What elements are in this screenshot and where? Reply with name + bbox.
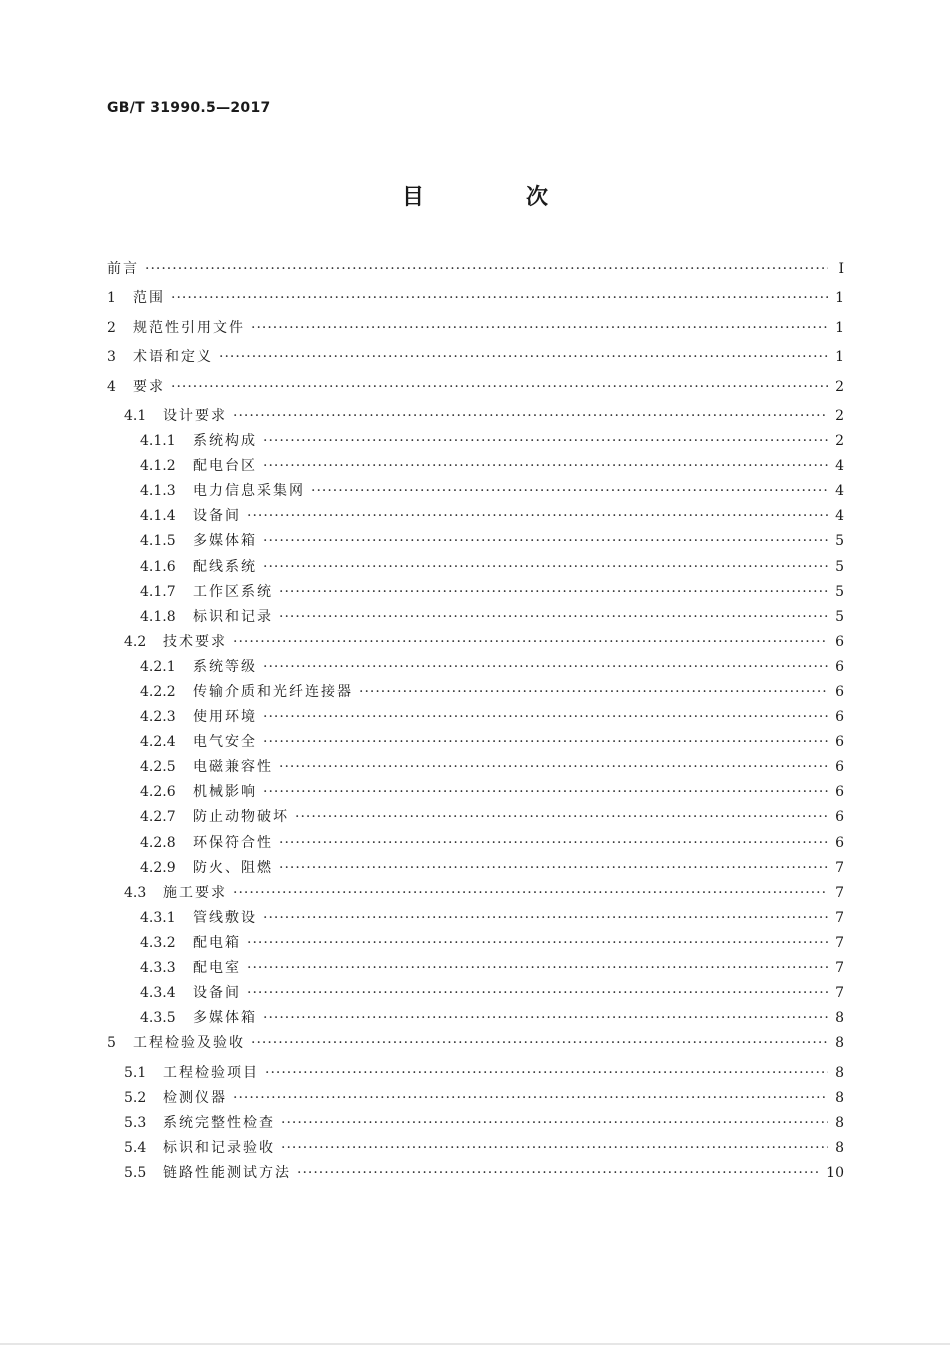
dot-leader bbox=[279, 584, 828, 600]
toc-entry-number: 3 bbox=[107, 349, 116, 366]
toc-entry-number: 4.1.5 bbox=[140, 533, 176, 550]
dot-leader bbox=[247, 960, 828, 976]
toc-entry-number: 4.3.4 bbox=[140, 985, 176, 1002]
standard-code: GB/T 31990.5—2017 bbox=[107, 100, 271, 116]
toc-entry-label: 环保符合性 bbox=[193, 834, 273, 851]
toc-entry[interactable] bbox=[107, 932, 844, 957]
toc-entry-label: 防止动物破坏 bbox=[193, 809, 289, 826]
toc-entry-number: 1 bbox=[107, 290, 116, 307]
toc-entry-number: 4.3.3 bbox=[140, 960, 176, 977]
toc-entry-label: 前言 bbox=[107, 261, 139, 277]
toc-entry-page: Ⅰ bbox=[838, 261, 844, 277]
dot-leader bbox=[263, 734, 828, 750]
toc-entry-number: 2 bbox=[107, 319, 116, 336]
toc-entry-number: 4.2.3 bbox=[140, 709, 176, 726]
toc-entry[interactable] bbox=[107, 1032, 844, 1061]
toc-entry-page: 2 bbox=[835, 407, 844, 424]
dot-leader bbox=[145, 261, 828, 277]
toc-entry[interactable] bbox=[107, 1087, 844, 1112]
toc-entry-label: 系统构成 bbox=[193, 433, 257, 450]
dot-leader bbox=[359, 684, 828, 700]
toc-entry-page: 8 bbox=[835, 1035, 844, 1052]
toc-entry-number: 4.2 bbox=[124, 633, 147, 650]
dot-leader bbox=[233, 634, 828, 650]
dot-leader bbox=[263, 1010, 828, 1026]
toc-entry-label: 电力信息采集网 bbox=[193, 483, 305, 500]
toc-entry-number: 4.1 bbox=[124, 407, 147, 424]
toc-entry-page: 2 bbox=[835, 378, 844, 395]
dot-leader bbox=[263, 784, 828, 800]
toc-entry[interactable] bbox=[107, 882, 844, 907]
toc-entry-label: 系统完整性检查 bbox=[163, 1114, 275, 1131]
dot-leader bbox=[219, 349, 828, 365]
dot-leader bbox=[281, 1140, 828, 1156]
toc-entry-page: 7 bbox=[835, 909, 844, 926]
dot-leader bbox=[171, 290, 828, 306]
toc-entry-page: 8 bbox=[835, 1114, 844, 1131]
toc-entry-number: 5.2 bbox=[124, 1089, 147, 1106]
dot-leader bbox=[233, 408, 828, 424]
toc-entry[interactable] bbox=[107, 907, 844, 932]
dot-leader bbox=[263, 458, 828, 474]
toc-entry-label: 传输介质和光纤连接器 bbox=[193, 683, 353, 700]
toc-entry-label: 工程检验及验收 bbox=[133, 1035, 245, 1052]
toc-entry-label: 施工要求 bbox=[163, 884, 227, 901]
toc-entry-number: 4.3.2 bbox=[140, 934, 176, 951]
toc-entry-number: 5 bbox=[107, 1035, 116, 1052]
toc-entry-number: 4.2.7 bbox=[140, 809, 176, 826]
toc-entry[interactable] bbox=[107, 1112, 844, 1137]
dot-leader bbox=[263, 533, 828, 549]
toc-entry-page: 6 bbox=[835, 784, 844, 801]
toc-entry[interactable] bbox=[107, 480, 844, 505]
toc-entry-page: 6 bbox=[835, 709, 844, 726]
toc-entry-page: 6 bbox=[835, 809, 844, 826]
toc-entry-page: 7 bbox=[835, 985, 844, 1002]
dot-leader bbox=[279, 609, 828, 625]
toc-entry-page: 7 bbox=[835, 884, 844, 901]
toc-entry-number: 4.3 bbox=[124, 884, 147, 901]
dot-leader bbox=[171, 379, 828, 395]
page-title: 目 次 bbox=[401, 185, 588, 210]
dot-leader bbox=[251, 1035, 828, 1051]
toc-entry[interactable] bbox=[107, 1162, 844, 1187]
toc-entry-label: 防火、阻燃 bbox=[193, 859, 273, 876]
toc-entry-label: 术语和定义 bbox=[133, 349, 213, 366]
toc-entry[interactable] bbox=[107, 530, 844, 555]
toc-entry-number: 4.2.9 bbox=[140, 859, 176, 876]
toc-entry-label: 配线系统 bbox=[193, 558, 257, 575]
toc-entry[interactable] bbox=[107, 832, 844, 857]
toc-entry-label: 配电台区 bbox=[193, 458, 257, 475]
toc-entry-number: 5.5 bbox=[124, 1165, 147, 1182]
toc-entry[interactable] bbox=[107, 1137, 844, 1162]
toc-entry-page: 8 bbox=[835, 1064, 844, 1081]
toc-entry-label: 标识和记录验收 bbox=[163, 1139, 275, 1156]
toc-entry[interactable] bbox=[107, 455, 844, 480]
dot-leader bbox=[295, 809, 828, 825]
toc-entry-page: 4 bbox=[835, 508, 844, 525]
dot-leader bbox=[263, 659, 828, 675]
toc-entry-label: 工作区系统 bbox=[193, 583, 273, 600]
toc-entry-page: 7 bbox=[835, 960, 844, 977]
toc-entry[interactable] bbox=[107, 258, 844, 287]
toc-entry-number: 4.1.1 bbox=[140, 433, 176, 450]
dot-leader bbox=[279, 860, 828, 876]
toc-entry-page: 1 bbox=[835, 319, 844, 336]
toc-entry-number: 4.1.7 bbox=[140, 583, 176, 600]
toc-entry-label: 设备间 bbox=[193, 985, 241, 1002]
toc-entry[interactable] bbox=[107, 606, 844, 631]
toc-entry[interactable] bbox=[107, 346, 844, 375]
dot-leader bbox=[263, 709, 828, 725]
toc-entry-label: 链路性能测试方法 bbox=[163, 1165, 291, 1182]
toc-entry-number: 4.1.4 bbox=[140, 508, 176, 525]
dot-leader bbox=[247, 985, 828, 1001]
toc-entry-page: 5 bbox=[835, 558, 844, 575]
toc-entry-page: 2 bbox=[835, 433, 844, 450]
toc-entry[interactable] bbox=[107, 1062, 844, 1087]
toc-entry-number: 5.1 bbox=[124, 1064, 147, 1081]
toc-entry-page: 8 bbox=[835, 1089, 844, 1106]
dot-leader bbox=[247, 935, 828, 951]
toc-entry-label: 设计要求 bbox=[163, 407, 227, 424]
dot-leader bbox=[233, 1090, 828, 1106]
toc-entry-page: 4 bbox=[835, 483, 844, 500]
toc-entry-label: 多媒体箱 bbox=[193, 1010, 257, 1027]
toc-entry-label: 多媒体箱 bbox=[193, 533, 257, 550]
toc-entry-page: 6 bbox=[835, 633, 844, 650]
toc-entry[interactable] bbox=[107, 706, 844, 731]
toc-entry-number: 5.4 bbox=[124, 1139, 147, 1156]
toc-entry-page: 6 bbox=[835, 658, 844, 675]
toc-entry[interactable] bbox=[107, 505, 844, 530]
toc-entry[interactable] bbox=[107, 376, 844, 405]
toc-entry-number: 4.2.5 bbox=[140, 759, 176, 776]
table-of-contents bbox=[107, 258, 844, 1187]
toc-entry-page: 4 bbox=[835, 458, 844, 475]
toc-entry-number: 4.1.2 bbox=[140, 458, 176, 475]
toc-entry[interactable] bbox=[107, 857, 844, 882]
toc-entry[interactable] bbox=[107, 756, 844, 781]
toc-entry[interactable] bbox=[107, 982, 844, 1007]
toc-entry-number: 4.1.3 bbox=[140, 483, 176, 500]
toc-entry[interactable] bbox=[107, 1007, 844, 1032]
toc-entry-label: 电磁兼容性 bbox=[193, 759, 273, 776]
toc-entry-page: 7 bbox=[835, 934, 844, 951]
toc-entry[interactable] bbox=[107, 731, 844, 756]
dot-leader bbox=[279, 759, 828, 775]
toc-entry[interactable] bbox=[107, 317, 844, 346]
toc-entry-label: 电气安全 bbox=[193, 734, 257, 751]
toc-entry-label: 设备间 bbox=[193, 508, 241, 525]
dot-leader bbox=[297, 1165, 820, 1181]
toc-entry[interactable] bbox=[107, 430, 844, 455]
dot-leader bbox=[279, 835, 828, 851]
toc-entry-page: 7 bbox=[835, 859, 844, 876]
toc-entry-page: 8 bbox=[835, 1010, 844, 1027]
toc-entry-number: 4.1.6 bbox=[140, 558, 176, 575]
dot-leader bbox=[233, 885, 828, 901]
toc-entry-page: 6 bbox=[835, 683, 844, 700]
toc-entry-page: 5 bbox=[835, 533, 844, 550]
toc-entry-label: 配电室 bbox=[193, 960, 241, 977]
dot-leader bbox=[263, 433, 828, 449]
toc-entry-number: 4 bbox=[107, 378, 116, 395]
toc-entry-page: 6 bbox=[835, 734, 844, 751]
toc-entry-label: 工程检验项目 bbox=[163, 1064, 259, 1081]
toc-entry[interactable] bbox=[107, 806, 844, 831]
toc-entry-page: 1 bbox=[835, 349, 844, 366]
toc-entry-number: 4.2.1 bbox=[140, 658, 176, 675]
toc-entry-label: 要求 bbox=[133, 378, 165, 395]
dot-leader bbox=[251, 320, 828, 336]
dot-leader bbox=[263, 559, 828, 575]
toc-entry-page: 1 bbox=[835, 290, 844, 307]
toc-entry-page: 6 bbox=[835, 759, 844, 776]
toc-entry-page: 8 bbox=[835, 1139, 844, 1156]
dot-leader bbox=[263, 910, 828, 926]
toc-entry-label: 机械影响 bbox=[193, 784, 257, 801]
toc-entry-page: 5 bbox=[835, 583, 844, 600]
toc-entry-page: 5 bbox=[835, 608, 844, 625]
toc-entry-number: 4.1.8 bbox=[140, 608, 176, 625]
toc-entry[interactable] bbox=[107, 656, 844, 681]
toc-entry-number: 4.2.2 bbox=[140, 683, 176, 700]
toc-entry-label: 规范性引用文件 bbox=[133, 319, 245, 336]
toc-entry[interactable] bbox=[107, 681, 844, 706]
toc-entry-label: 配电箱 bbox=[193, 934, 241, 951]
toc-entry-number: 5.3 bbox=[124, 1114, 147, 1131]
toc-entry-number: 4.2.6 bbox=[140, 784, 176, 801]
toc-entry-page: 10 bbox=[826, 1165, 844, 1182]
dot-leader bbox=[311, 483, 828, 499]
dot-leader bbox=[247, 508, 828, 524]
toc-entry-page: 6 bbox=[835, 834, 844, 851]
toc-entry[interactable] bbox=[107, 581, 844, 606]
toc-entry-number: 4.2.4 bbox=[140, 734, 176, 751]
toc-entry[interactable] bbox=[107, 781, 844, 806]
toc-entry-label: 管线敷设 bbox=[193, 909, 257, 926]
toc-entry-number: 4.3.1 bbox=[140, 909, 176, 926]
toc-entry[interactable] bbox=[107, 631, 844, 656]
toc-entry-number: 4.3.5 bbox=[140, 1010, 176, 1027]
toc-entry-label: 系统等级 bbox=[193, 658, 257, 675]
toc-entry-label: 检测仪器 bbox=[163, 1089, 227, 1106]
toc-entry-label: 技术要求 bbox=[163, 633, 227, 650]
toc-entry[interactable] bbox=[107, 287, 844, 316]
dot-leader bbox=[281, 1115, 828, 1131]
toc-entry-label: 范围 bbox=[133, 290, 165, 307]
toc-entry-label: 标识和记录 bbox=[193, 608, 273, 625]
dot-leader bbox=[265, 1065, 828, 1081]
toc-entry[interactable] bbox=[107, 957, 844, 982]
toc-entry[interactable] bbox=[107, 405, 844, 430]
toc-entry-number: 4.2.8 bbox=[140, 834, 176, 851]
toc-entry-label: 使用环境 bbox=[193, 709, 257, 726]
toc-entry[interactable] bbox=[107, 556, 844, 581]
